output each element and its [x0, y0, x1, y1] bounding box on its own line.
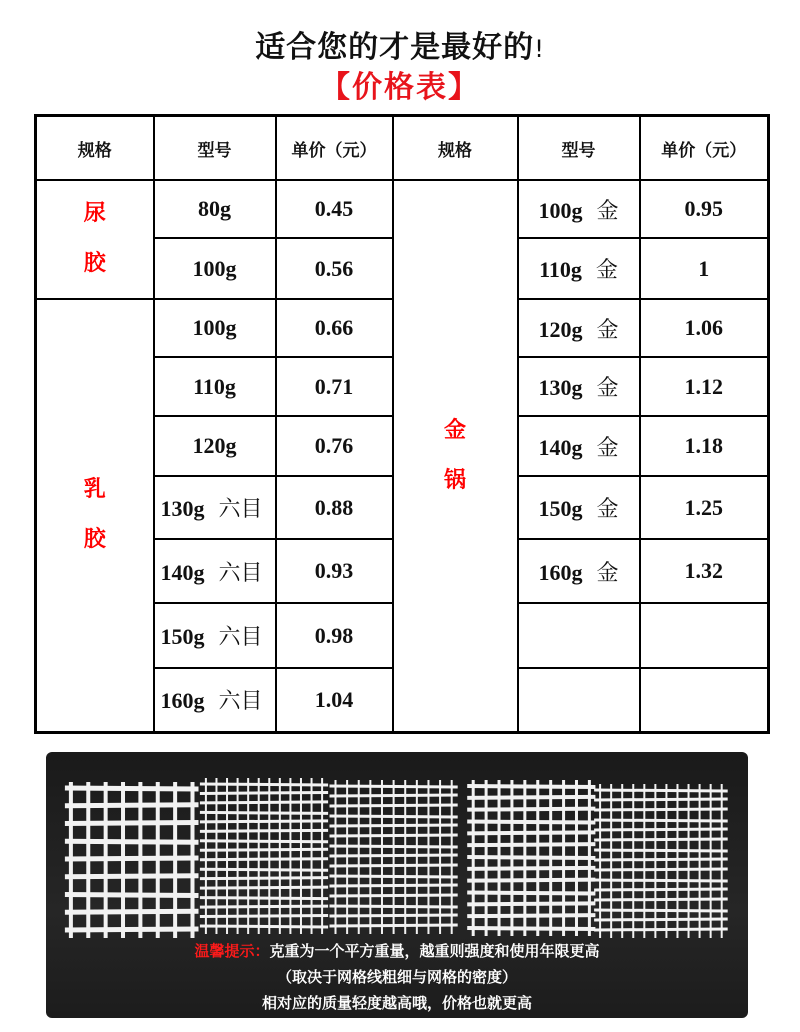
col-header-spec: 规格: [393, 116, 518, 181]
mesh-samples-photo: [46, 752, 748, 1018]
model-cell: [154, 416, 276, 476]
model-suffix: 六目: [218, 560, 263, 586]
mesh-sample: [594, 784, 728, 938]
tip-line-3: 相对应的质量轻度越高哦，价格也就更高: [261, 994, 532, 1012]
category-cell: [36, 180, 154, 299]
model-cell-value: 100g: [538, 197, 583, 223]
price-cell-value: 1.04: [314, 686, 354, 712]
model-cell-value: 160g: [538, 559, 583, 585]
price-cell: [640, 476, 769, 539]
model-cell: [518, 238, 640, 298]
category-label: 尿: [83, 201, 106, 227]
col-header-model: 型号: [518, 116, 640, 181]
price-cell-value: 0.98: [314, 622, 354, 648]
model-cell: [154, 603, 276, 668]
category-cell: [393, 180, 518, 733]
category-label: 胶: [83, 251, 106, 277]
price-cell-value: 0.93: [314, 558, 354, 584]
model-cell-value: 120g: [538, 316, 583, 342]
mesh-samples-image: [46, 752, 748, 952]
model-cell: [518, 299, 640, 357]
price-cell: [276, 603, 393, 668]
model-cell-value: 140g: [538, 434, 583, 460]
model-cell-value: 130g: [160, 496, 205, 522]
price-cell: [276, 476, 393, 539]
price-cell-value: 1: [698, 255, 710, 281]
tip-line-1: [46, 940, 748, 961]
price-cell-value: 0.66: [314, 315, 354, 341]
model-cell: [154, 299, 276, 357]
model-cell: [518, 603, 640, 668]
model-cell-value: 150g: [538, 496, 583, 522]
mesh-sample: [467, 780, 595, 936]
mesh-sample: [200, 778, 328, 934]
model-cell-value: 130g: [538, 375, 583, 401]
category-label: 锅: [443, 468, 466, 493]
model-cell-value: 110g: [193, 373, 236, 399]
price-cell: [276, 299, 393, 357]
price-cell: [640, 357, 769, 415]
model-cell: [518, 357, 640, 415]
category-cell: [36, 299, 154, 733]
price-cell-value: 0.95: [684, 196, 723, 222]
model-cell: [154, 180, 276, 238]
price-cell-value: 0.56: [314, 255, 354, 281]
price-cell-value: 0.88: [314, 494, 354, 520]
price-cell-value: 0.76: [314, 433, 354, 459]
price-cell: [276, 539, 393, 604]
col-header-price: 单价（元）: [640, 116, 769, 181]
model-suffix: 金: [596, 317, 619, 343]
price-cell: [640, 416, 769, 476]
model-cell-value: 140g: [160, 559, 205, 585]
price-cell: [276, 357, 393, 415]
mesh-sample: [330, 780, 458, 934]
price-cell-value: 0.71: [314, 373, 354, 399]
model-cell: [154, 476, 276, 539]
price-cell-value: 1.18: [684, 433, 723, 459]
price-cell-value: 1.25: [684, 494, 723, 520]
model-cell-value: 150g: [160, 624, 205, 650]
model-cell: [518, 668, 640, 733]
tip-text-1: 克重为一个平方重量，越重则强度和使用年限更高: [269, 942, 600, 960]
model-cell-value: 120g: [192, 433, 237, 459]
model-suffix: 六目: [218, 625, 263, 651]
model-suffix: 金: [596, 435, 619, 461]
table-row: [36, 180, 769, 238]
price-table-heading: 【价格表】: [320, 70, 480, 105]
model-cell: [518, 476, 640, 539]
category-label: 乳: [83, 477, 106, 503]
model-cell: [154, 357, 276, 415]
model-suffix: 金: [596, 560, 619, 586]
model-suffix: 六目: [218, 497, 263, 523]
col-header-model: 型号: [154, 116, 276, 181]
price-cell: [276, 180, 393, 238]
model-suffix: 金: [595, 258, 618, 284]
tip-label: 温馨提示：: [194, 942, 270, 960]
model-cell-value: 160g: [160, 688, 205, 714]
model-suffix: 金: [596, 497, 619, 523]
price-cell: [640, 180, 769, 238]
price-cell-value: 0.45: [314, 196, 354, 222]
price-cell: [276, 416, 393, 476]
title-exclaim: !: [534, 35, 545, 63]
model-cell-value: 100g: [192, 315, 237, 341]
model-suffix: 六目: [218, 689, 263, 715]
price-cell-value: 1.12: [684, 373, 723, 399]
model-cell-value: 110g: [539, 257, 582, 283]
category-label: 胶: [83, 527, 106, 553]
price-cell: [640, 603, 769, 668]
title-text: 适合您的才是最好的: [255, 30, 535, 65]
col-header-price: 单价（元）: [276, 116, 393, 181]
model-cell-value: 80g: [198, 196, 231, 222]
price-cell: [276, 238, 393, 298]
price-cell-value: 1.32: [684, 558, 723, 584]
price-cell: [640, 539, 769, 604]
price-cell: [640, 299, 769, 357]
page-title: [0, 22, 800, 66]
price-cell-value: 1.06: [684, 315, 723, 341]
model-suffix: 金: [596, 376, 619, 402]
tip-line-2: （取决于网格线粗细与网格的密度）: [276, 968, 517, 986]
model-cell: [154, 668, 276, 733]
model-cell: [518, 416, 640, 476]
price-cell: [640, 668, 769, 733]
model-cell: [154, 238, 276, 298]
model-suffix: 金: [596, 198, 619, 224]
price-cell: [640, 238, 769, 298]
model-cell: [154, 539, 276, 604]
price-table: [34, 114, 770, 734]
col-header-spec: 规格: [36, 116, 154, 181]
table-header-row: [36, 116, 769, 181]
model-cell-value: 100g: [192, 255, 237, 281]
model-cell: [518, 539, 640, 604]
price-cell: [276, 668, 393, 733]
category-label: 金: [443, 418, 466, 443]
mesh-sample: [65, 782, 199, 938]
model-cell: [518, 180, 640, 238]
